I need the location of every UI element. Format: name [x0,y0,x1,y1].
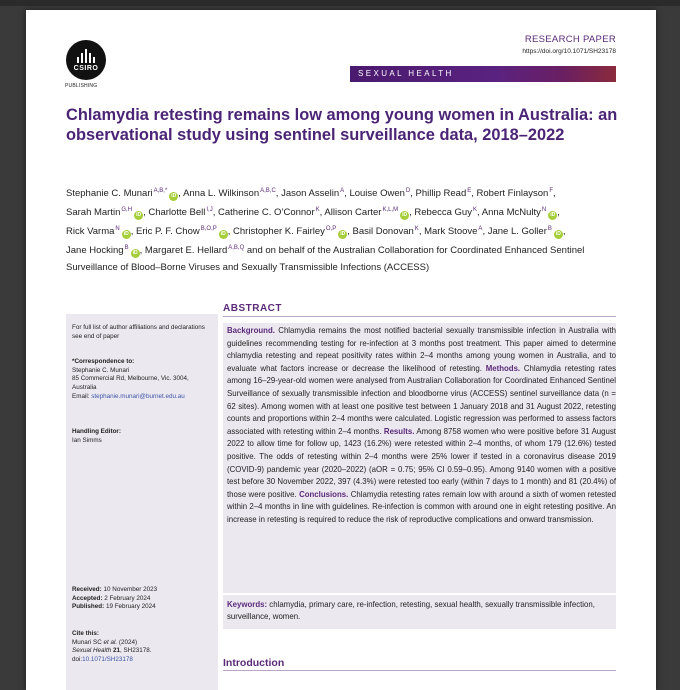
author-affiliation-sup: A,B,C [260,188,276,194]
author-name [66,207,143,218]
affiliations-note: For full list of author affiliations and declarations see end of paper [72,324,205,340]
author-name [233,226,347,237]
author-affiliation-sup: N [541,207,547,213]
author-name-text: Louise Owen [349,188,405,199]
author-name-text: Jane L. Goller [487,226,547,237]
author-name [281,188,344,199]
dates-block [72,586,214,612]
author-affiliation-sup: E [467,188,472,194]
author-name [424,226,482,237]
orcid-icon[interactable]: iD [555,231,561,237]
author-name [349,188,410,199]
article-info-sidebar [66,314,218,690]
author-name [66,245,140,256]
author-name-text: Sarah Martin [66,207,121,218]
received-label: Received: [72,586,102,593]
cite-label: Cite this: [72,630,99,637]
correspondence-label: *Correspondence to: [72,358,135,365]
author-name [148,207,212,218]
journal-section-band [350,66,616,82]
author-name-text: Eric P. F. Chow [136,226,200,237]
orcid-icon[interactable]: iD [340,231,346,237]
author-affiliation-sup: A [478,226,483,232]
published-date: 19 February 2024 [105,603,156,611]
abstract-conclusions: Chlamydia retesting rates remain low with around a sixth of women retested within 2–4 months in line with guidelines. Re-infection is common with around one in eight retesting positive. An increase in retesting is required to reduce the risk of reproductive complications and onward transmission. [227,489,617,524]
author-name-text: Mark Stoove [424,226,478,237]
author-collaboration-text: and on behalf of the Australian Collaboration for Coordinated Enhanced Sentinel Surveillance of Blood–Borne Viruses and Sexually Transmissible Infections (ACCESS) [66,245,585,273]
orcid-icon[interactable]: iD [136,212,142,218]
author-name-text: Robert Finlayson [476,188,549,199]
author-affiliation-sup: B,O,P [200,226,217,232]
author-name-text: Jason Asselin [281,188,340,199]
author-name [353,226,419,237]
author-name-text: Catherine C. O’Connor [218,207,315,218]
cite-authors: Munari SC [72,638,102,646]
author-name-text: Christopher K. Fairley [233,226,325,237]
author-affiliation-sup: I,J [206,207,213,213]
author-affiliation-sup: K,L,M [382,207,399,213]
orcid-icon[interactable]: iD [550,212,556,218]
author-name [183,188,276,199]
author-list: Stephanie C. Munari$^{A,B,*}$iD , Anna L. Wilkinson$^{A,B,C}$, Jason Asselin$^A$, Louise Owen$^D$, Phillip Read$^E$, Robert Finlayson$^F$, Sarah Martin$^{G,H}$iD , Charlotte Bell$^{I,J}$, Catherine C. O’Connor$^K$, Allison Carter$^{K,L,M}$iD , Rebecca Guy$^K$, Anna McNulty$^N$iD , Rick Varma$^N$iD , Eric P. F. Chow$^{B,O,P}$iD , Christopher K. Fairley$^{O,P}$iD , Basil Donovan$^K$, Mark Stoove$^A$, Jane L. Goller$^B$iD , Jane Hocking$^B$iD , Margaret E. Hellard$^{A,B,Q}$ and on behalf of the Australian Collaboration for Coordinated Enhanced Sentinel Surveillance of Blood–Borne Viruses and Sexually Transmissible Infections (ACCESS) [66,188,585,273]
author-name-text: Allison Carter [324,207,382,218]
author-name [324,207,409,218]
cite-journal: Sexual Health [72,647,112,655]
author-affiliation-sup: O,P [325,226,337,232]
orcid-icon[interactable]: iD [123,231,129,237]
cite-year: (2024) [118,638,138,646]
keywords-text: chlamydia, primary care, re-infection, retesting, sexual health, sexually transmissible infection, surveillance, women. [227,600,595,621]
received-date: 10 November 2023 [103,586,158,593]
paper-page [26,10,656,690]
publisher-label: PUBLISHING [65,83,98,89]
correspondence-block [72,358,214,402]
abstract-background-label: Background. [227,326,275,335]
journal-section-label: SEXUAL HEALTH [358,69,454,78]
author-name-text: Margaret E. Hellard [144,245,228,256]
published-label: Published: [72,603,105,611]
csiro-logo [66,40,106,80]
author-affiliation-sup: G,H [121,207,133,213]
citation-block [72,630,214,665]
email-link[interactable]: stephanie.munari@burnet.edu.au [91,392,185,400]
editor-label: Handling Editor: [72,428,121,435]
cite-article: , SH23178. [119,647,152,655]
abstract-methods: Chlamydia retesting rates among 16–29-year-old women were analysed from Australian Collaboration for Coordinated Enhanced Sentinel Surveillance of sexually transmissible infection and bloodborne virus (ACCESS) sentinel surveillance data (n = 62 sites). Among women with at least one positive test between 1 January 2018 and 31 August 2022, retesting counts and proportions within 2–4 months were calculated. Logistic regression was performed to assess factors associated with retesting within 2–4 months. [227,363,616,436]
author-affiliation-sup: K [472,207,477,213]
author-name [488,226,563,237]
author-name-text: Charlotte Bell [148,207,206,218]
correspondence-name: Stephanie C. Munari [72,366,130,374]
author-affiliation-sup: K [315,207,320,213]
author-affiliation-sup: F [549,188,554,194]
editor-block [72,428,214,445]
abstract-heading: ABSTRACT [223,303,616,317]
orcid-icon[interactable]: iD [132,250,138,256]
author-name [66,188,178,199]
article-doi-link[interactable]: https://doi.org/10.1071/SH23178 [522,48,616,55]
author-name-text: Phillip Read [415,188,467,199]
author-name [145,245,244,256]
author-name-text: Rebecca Guy [414,207,472,218]
abstract-box [223,323,616,593]
author-name-text: Rick Varma [66,226,115,237]
author-name [66,226,131,237]
author-affiliation-sup: B [124,245,129,251]
author-name [482,207,557,218]
logo-bars-icon [77,49,95,63]
cite-etal: et al. [103,638,118,646]
editor-name: Ian Simms [72,436,102,444]
email-label: Email: [72,392,90,400]
abstract-results-label: Results. [383,426,415,436]
author-name-text: Anna L. Wilkinson [183,188,260,199]
accepted-label: Accepted: [72,594,103,602]
author-name [414,207,477,218]
author-affiliation-sup: N [115,226,120,232]
logo-text: CSIRO [73,65,99,72]
author-affiliation-sup: A,B,Q [228,245,245,251]
author-name [477,188,553,199]
keywords-box [223,595,616,629]
cite-volume: 21 [112,647,120,655]
author-name [218,207,320,218]
abstract-results: Among 8758 women who were positive before 31 August 2022 to allow time for follow up, 1423 (16.2%) were retested within 2–4 months, of whom 179 (12.6%) tested positive. The odds of retesting within 2–4 months were 25% lower if tested in a coronavirus disease 2019 (COVID-9) pandemic year (2020–2022) (aOR = 0.75; 95% CI 0.59–0.95). Among 9140 women with a positive test before 30 November 2022, 397 (4.3%) were retested too early (within 7 days to 1 month) and 81 (20.4%) of those were positive. [227,426,616,499]
author-affiliation-sup: A [340,188,345,194]
author-name-text: Stephanie C. Munari [66,188,153,199]
author-name [416,188,472,199]
keywords-label: Keywords: [227,600,268,609]
author-name [136,226,228,237]
author-name-text: Basil Donovan [352,226,414,237]
orcid-icon[interactable]: iD [220,231,226,237]
author-name-text: Jane Hocking [66,245,124,256]
author-affiliation-sup: D [405,188,411,194]
abstract-methods-label: Methods. [485,363,521,373]
viewer-top-strip [0,0,680,6]
cite-doi-label: doi: [72,656,83,664]
article-type: RESEARCH PAPER [524,34,616,45]
abstract-background: Chlamydia remains the most notified bacterial sexually transmissible infection in Australia with guidelines recommending testing for re-infection at 3 months post treatment. This paper aimed to determine chlamydia retesting and repeat positivity rates within 2–4 months among young women in Australia, and to evaluate what factors increase or decrease the likelihood of retesting. [227,326,616,373]
orcid-icon[interactable]: iD [402,212,408,218]
orcid-icon[interactable]: iD [171,193,177,199]
abstract-text [227,325,616,527]
introduction-heading: Introduction [223,657,616,671]
author-name-text: Anna McNulty [481,207,541,218]
accepted-date: 2 February 2024 [104,594,151,602]
paper-title: Chlamydia retesting remains low among young women in Australia: an observational study using sentinel surveillance data, 2018–2022 [66,106,618,144]
author-affiliation-sup: A,B,* [153,188,168,194]
abstract-conclusions-label: Conclusions. [299,489,349,499]
correspondence-address: 85 Commercial Rd, Melbourne, Vic. 3004, Australia [72,375,189,392]
cite-doi-link[interactable]: 10.1071/SH23178 [82,656,133,664]
author-affiliation-sup: B [547,226,552,232]
author-affiliation-sup: K [414,226,419,232]
